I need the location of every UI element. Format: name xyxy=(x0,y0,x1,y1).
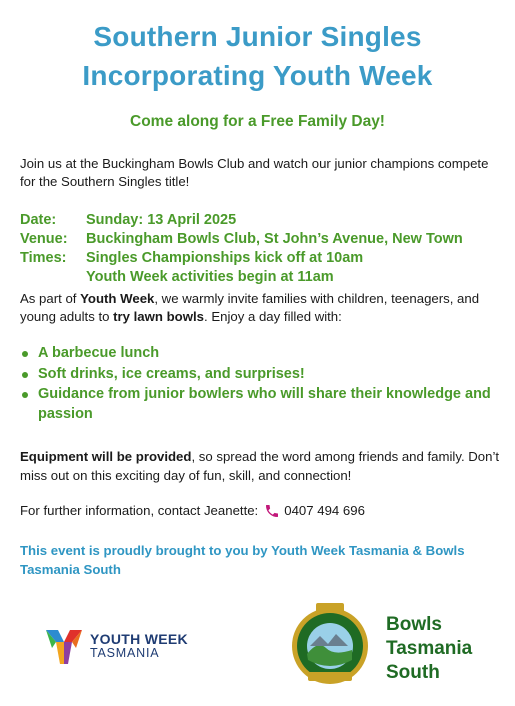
list-item: Soft drinks, ice creams, and surprises! xyxy=(20,365,500,385)
page-title-line2: Incorporating Youth Week xyxy=(82,60,433,91)
times-value-1: Singles Championships kick off at 10am xyxy=(86,250,364,266)
date-row xyxy=(20,211,463,230)
phone-icon xyxy=(264,503,280,519)
bts-line3: South xyxy=(386,662,440,683)
intro-paragraph: Join us at the Buckingham Bowls Club and watch our junior champions compete for the Southern Singles title! xyxy=(20,156,489,189)
bts-line1: Bowls xyxy=(386,614,442,635)
event-details xyxy=(20,211,463,287)
times-value-2: Youth Week activities begin at 11am xyxy=(86,269,334,285)
venue-label: Venue: xyxy=(20,231,68,247)
contact-text: For further information, contact Jeanette: xyxy=(20,503,259,518)
credit-line: This event is proudly brought to you by Youth Week Tasmania & Bowls Tasmania South xyxy=(20,543,465,577)
equipment-paragraph: Equipment will be provided, so spread the word among friends and family. Don’t miss out on this exciting day of fun, skill, and connection! xyxy=(20,449,500,483)
youth-week-logo-line2: TASMANIA xyxy=(90,646,160,660)
list-item: Guidance from junior bowlers who will share their knowledge and passion xyxy=(20,385,500,424)
youth-week-bold: Youth Week xyxy=(80,291,155,306)
bowls-tasmania-south-logo-text xyxy=(386,613,472,685)
bullet-icon xyxy=(22,351,28,357)
youth-week-logo xyxy=(44,626,188,666)
page-title-line1: Southern Junior Singles xyxy=(93,21,422,52)
times-row xyxy=(20,249,463,268)
equipment-bold: Equipment will be provided xyxy=(20,449,192,464)
tagline: Come along for a Free Family Day! xyxy=(130,113,385,130)
activities-list xyxy=(20,344,500,425)
list-item: A barbecue lunch xyxy=(20,344,500,364)
youth-week-emblem-icon xyxy=(44,626,84,666)
youth-week-logo-line1: YOUTH WEEK xyxy=(90,631,188,647)
date-label: Date: xyxy=(20,212,57,228)
youth-week-paragraph: As part of Youth Week, we warmly invite families with children, teenagers, and young adults to try lawn bowls. Enjoy a day filled with: xyxy=(20,291,480,324)
times-label: Times: xyxy=(20,250,67,266)
try-lawn-bowls-bold: try lawn bowls xyxy=(113,309,204,324)
bullet-icon xyxy=(22,392,28,398)
times-row-2 xyxy=(20,268,463,287)
date-value: Sunday: 13 April 2025 xyxy=(86,212,237,228)
contact-phone[interactable]: 0407 494 696 xyxy=(284,503,365,518)
bts-line2: Tasmania xyxy=(386,638,473,659)
venue-row xyxy=(20,230,463,249)
bullet-icon xyxy=(22,372,28,378)
contact-line xyxy=(20,502,365,520)
venue-value: Buckingham Bowls Club, St John’s Avenue, New Town xyxy=(86,231,463,247)
bowls-tasmania-seal-icon xyxy=(288,602,372,686)
